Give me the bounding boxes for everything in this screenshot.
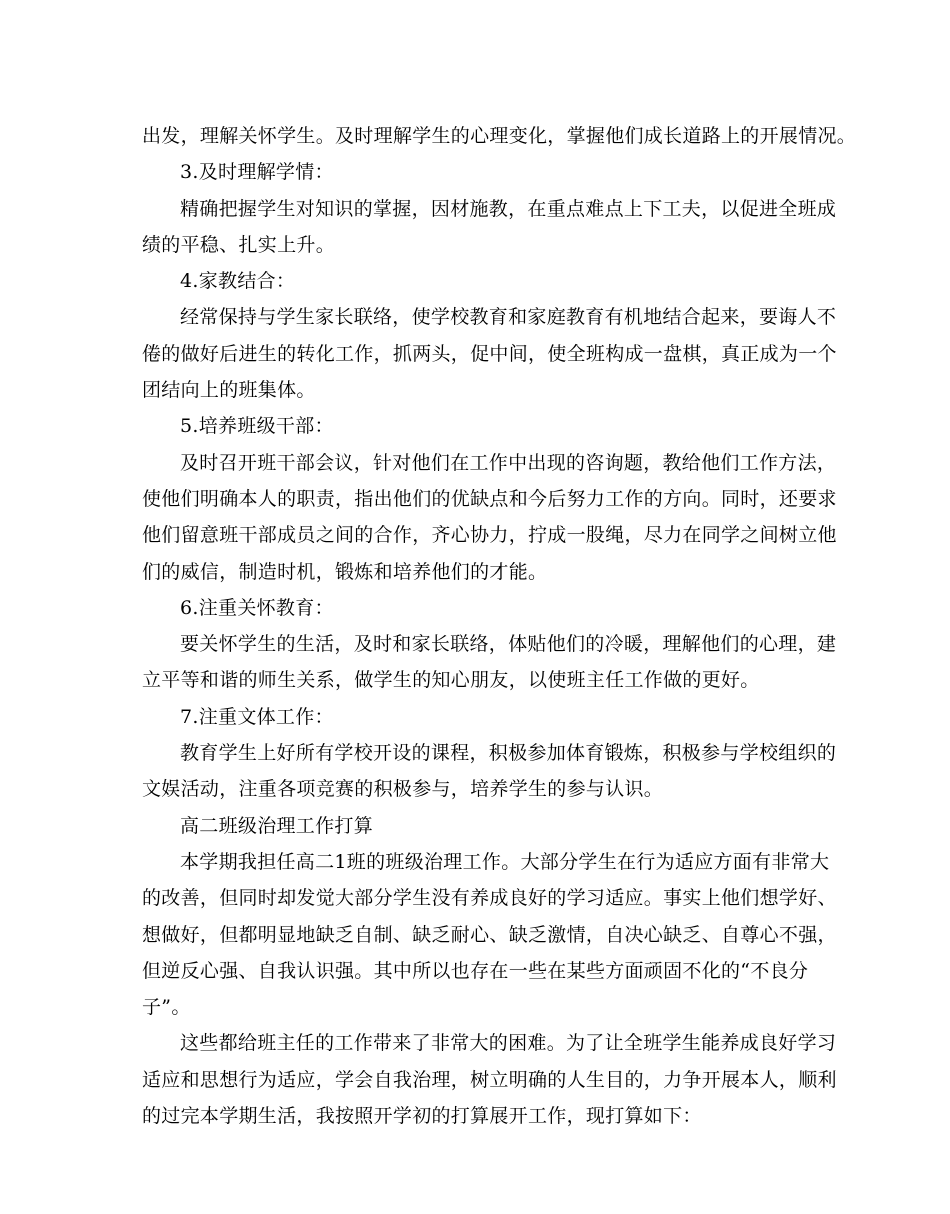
text-line: 出发，理解关怀学生。及时理解学生的心理变化，掌握他们成长道路上的开展情况。 — [142, 125, 857, 147]
document-body — [142, 118, 857, 1134]
text-line: 7.注重文体工作： — [180, 705, 334, 728]
text-line: 及时召开班干部会议，针对他们在工作中出现的咨询题，教给他们工作方法， — [180, 451, 837, 474]
text-line: 想做好，但都明显地缺乏自制、缺乏耐心、缺乏激情，自决心缺乏、自尊心不强， — [142, 923, 837, 946]
text-line: 文娱活动，注重各项竞赛的积极参与，培养学生的参与认识。 — [142, 778, 664, 801]
text-line: 5.培养班级干部： — [180, 415, 334, 438]
text-line: 使他们明确本人的职责，指出他们的优缺点和今后努力工作的方向。同时，还要求 — [142, 487, 837, 510]
text-line: 绩的平稳、扎实上升。 — [142, 233, 336, 256]
text-line: 立平等和谐的师生关系，做学生的知心朋友，以使班主任工作做的更好。 — [142, 669, 760, 692]
text-line: 团结向上的班集体。 — [142, 379, 316, 402]
text-line: 要关怀学生的生活，及时和家长联络，体贴他们的冷暖，理解他们的心理，建 — [180, 633, 837, 656]
text-line: 4.家教结合： — [180, 270, 296, 293]
text-line: 的改善，但同时却发觉大部分学生没有养成良好的学习适应。事实上他们想学好、 — [142, 887, 837, 910]
text-line: 的过完本学期生活，我按照开学初的打算展开工作，现打算如下： — [142, 1105, 702, 1128]
text-line: 适应和思想行为适应，学会自我治理，树立明确的人生目的，力争开展本人，顺利 — [142, 1068, 837, 1091]
text-line: 精确把握学生对知识的掌握，因材施教，在重点难点上下工夫，以促进全班成 — [180, 197, 837, 220]
text-line: 本学期我担任高二1班的班级治理工作。大部分学生在行为适应方面有非常大 — [180, 850, 830, 873]
text-line: 6.注重关怀教育： — [180, 596, 334, 619]
text-line: 子”。 — [142, 996, 191, 1019]
text-line: 这些都给班主任的工作带来了非常大的困难。为了让全班学生能养成良好学习 — [180, 1032, 837, 1055]
text-line: 们的威信，制造时机，锻炼和培养他们的才能。 — [142, 560, 548, 583]
text-line: 他们留意班干部成员之间的合作，齐心协力，拧成一股绳，尽力在同学之间树立他 — [142, 524, 837, 547]
text-line: 倦的做好后进生的转化工作，抓两头，促中间，使全班构成一盘棋，真正成为一个 — [142, 342, 837, 365]
text-line: 高二班级治理工作打算 — [180, 814, 374, 837]
text-line: 教育学生上好所有学校开设的课程，积极参加体育锻炼，积极参与学校组织的 — [180, 742, 837, 765]
text-line: 3.及时理解学情： — [180, 161, 334, 184]
text-line: 经常保持与学生家长联络，使学校教育和家庭教育有机地结合起来，要诲人不 — [180, 306, 837, 329]
text-line: 但逆反心强、自我认识强。其中所以也存在一些在某些方面顽固不化的“不良分 — [142, 959, 809, 982]
